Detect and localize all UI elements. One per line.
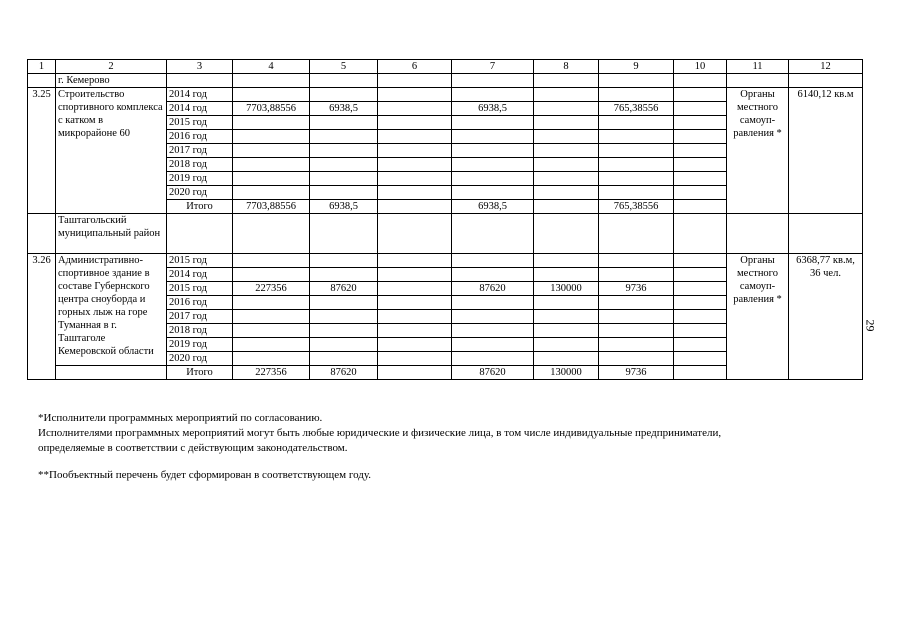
year-cell: 2016 год — [167, 130, 233, 144]
value-cell: 227356 — [233, 282, 310, 296]
value-cell — [599, 352, 674, 366]
header-cell: 2 — [56, 60, 167, 74]
value-cell — [452, 158, 534, 172]
value-cell — [534, 200, 599, 214]
table-row — [28, 254, 863, 268]
value-cell — [674, 88, 727, 102]
value-cell — [310, 186, 378, 200]
value-cell — [233, 158, 310, 172]
value-cell — [599, 338, 674, 352]
year-cell: 2017 год — [167, 310, 233, 324]
header-cell: 1 — [28, 60, 56, 74]
item-number: 3.25 — [28, 88, 56, 214]
value-cell — [378, 116, 452, 130]
footnote-executors: *Исполнители программных мероприятий по согласованию. — [38, 412, 323, 424]
value-cell: 6938,5 — [452, 200, 534, 214]
header-cell: 10 — [674, 60, 727, 74]
value-cell — [674, 130, 727, 144]
value-cell — [378, 324, 452, 338]
empty-cell — [167, 214, 233, 254]
section-row-tashtagol — [28, 214, 863, 254]
value-cell — [452, 310, 534, 324]
value-cell — [452, 338, 534, 352]
item-name: Административно-спортивное здание в составе Губернского центра сноуборда и горных лыж на горе Туманная в г. Таштаголе Кемеровской области — [56, 254, 167, 366]
value-cell — [378, 296, 452, 310]
value-cell — [534, 310, 599, 324]
footnote-object-list: **Пообъектный перечень будет сформирован в соответствующем году. — [38, 469, 372, 481]
value-cell: 765,38556 — [599, 200, 674, 214]
year-cell: 2018 год — [167, 158, 233, 172]
value-cell: 130000 — [534, 366, 599, 380]
value-cell — [674, 366, 727, 380]
value-cell — [378, 172, 452, 186]
year-cell: 2014 год — [167, 88, 233, 102]
footnote-executors-detail-cont: определяемые в соответствии с действующим законодательством. — [38, 442, 348, 454]
value-cell: 87620 — [310, 282, 378, 296]
value-cell — [534, 268, 599, 282]
value-cell: 130000 — [534, 282, 599, 296]
value-cell — [378, 158, 452, 172]
section-label: Таштагольский муниципальный район — [56, 214, 167, 254]
executor-cell: Органы местного самоуп-равления * — [727, 254, 789, 380]
value-cell: 87620 — [310, 366, 378, 380]
value-cell — [599, 172, 674, 186]
year-cell: Итого — [167, 200, 233, 214]
value-cell — [233, 116, 310, 130]
header-cell: 6 — [378, 60, 452, 74]
capacity-people: 36 чел. — [810, 268, 841, 279]
empty-cell — [674, 214, 727, 254]
header-row — [28, 60, 863, 74]
value-cell: 6938,5 — [310, 200, 378, 214]
empty-cell — [28, 214, 56, 254]
value-cell — [378, 186, 452, 200]
page-number: 29 — [863, 319, 878, 332]
value-cell — [674, 324, 727, 338]
header-cell: 4 — [233, 60, 310, 74]
value-cell — [599, 324, 674, 338]
value-cell — [310, 310, 378, 324]
empty-cell — [789, 214, 863, 254]
value-cell — [599, 130, 674, 144]
value-cell — [674, 296, 727, 310]
empty-cell — [727, 214, 789, 254]
value-cell: 6938,5 — [452, 102, 534, 116]
footnote-executors-detail: Исполнителями программных мероприятий могут быть любые юридические и физические лица, в том числе индивидуальные предприниматели, — [38, 427, 722, 439]
value-cell — [233, 338, 310, 352]
year-cell: 2020 год — [167, 352, 233, 366]
value-cell — [378, 200, 452, 214]
value-cell — [599, 254, 674, 268]
value-cell — [674, 310, 727, 324]
value-cell — [378, 310, 452, 324]
value-cell — [534, 186, 599, 200]
value-cell — [452, 324, 534, 338]
header-cell: 8 — [534, 60, 599, 74]
value-cell — [599, 268, 674, 282]
header-cell: 3 — [167, 60, 233, 74]
year-cell: 2015 год — [167, 282, 233, 296]
value-cell — [674, 102, 727, 116]
year-cell: 2015 год — [167, 116, 233, 130]
value-cell — [310, 338, 378, 352]
value-cell — [599, 296, 674, 310]
value-cell — [599, 186, 674, 200]
table-row — [28, 88, 863, 102]
value-cell — [378, 144, 452, 158]
value-cell — [310, 130, 378, 144]
value-cell: 87620 — [452, 282, 534, 296]
year-cell: 2019 год — [167, 338, 233, 352]
footnotes — [38, 411, 868, 483]
value-cell — [378, 88, 452, 102]
value-cell: 227356 — [233, 366, 310, 380]
value-cell — [310, 88, 378, 102]
value-cell — [674, 268, 727, 282]
value-cell — [378, 352, 452, 366]
value-cell — [534, 130, 599, 144]
year-cell: 2014 год — [167, 268, 233, 282]
executor-cell: Органы местного самоуп-равления * — [727, 88, 789, 214]
value-cell — [599, 310, 674, 324]
value-cell — [599, 116, 674, 130]
value-cell — [378, 366, 452, 380]
value-cell — [674, 338, 727, 352]
empty-cell — [452, 214, 534, 254]
value-cell — [310, 268, 378, 282]
empty-cell — [310, 74, 378, 88]
value-cell — [534, 144, 599, 158]
value-cell — [674, 282, 727, 296]
value-cell — [233, 310, 310, 324]
value-cell — [674, 186, 727, 200]
value-cell — [310, 172, 378, 186]
empty-cell — [727, 74, 789, 88]
value-cell — [534, 88, 599, 102]
year-cell: 2018 год — [167, 324, 233, 338]
value-cell — [310, 254, 378, 268]
value-cell: 9736 — [599, 366, 674, 380]
year-cell: 2014 год — [167, 102, 233, 116]
item-number: 3.26 — [28, 254, 56, 380]
value-cell — [233, 144, 310, 158]
value-cell — [452, 254, 534, 268]
empty-cell — [534, 214, 599, 254]
year-cell: 2017 год — [167, 144, 233, 158]
value-cell — [233, 172, 310, 186]
value-cell — [534, 102, 599, 116]
program-table — [27, 59, 863, 380]
value-cell — [674, 116, 727, 130]
value-cell — [452, 268, 534, 282]
value-cell — [452, 116, 534, 130]
value-cell — [534, 324, 599, 338]
value-cell — [310, 296, 378, 310]
empty-cell — [233, 74, 310, 88]
value-cell — [534, 172, 599, 186]
capacity-cell — [789, 254, 863, 380]
value-cell — [452, 172, 534, 186]
value-cell — [674, 144, 727, 158]
value-cell — [378, 130, 452, 144]
value-cell — [534, 352, 599, 366]
capacity-area: 6368,77 кв.м, — [796, 255, 855, 266]
section-row-kemerovo — [28, 74, 863, 88]
year-cell: 2015 год — [167, 254, 233, 268]
value-cell — [674, 352, 727, 366]
empty-cell — [378, 214, 452, 254]
empty-cell — [310, 214, 378, 254]
value-cell — [310, 158, 378, 172]
value-cell — [378, 254, 452, 268]
value-cell: 9736 — [599, 282, 674, 296]
value-cell — [599, 144, 674, 158]
value-cell — [452, 130, 534, 144]
value-cell — [378, 268, 452, 282]
empty-cell — [56, 366, 167, 380]
year-cell: Итого — [167, 366, 233, 380]
value-cell — [378, 282, 452, 296]
value-cell: 765,38556 — [599, 102, 674, 116]
item-name: Строительство спортивного комплекса с катком в микрорайоне 60 — [56, 88, 167, 214]
header-cell: 11 — [727, 60, 789, 74]
value-cell — [674, 172, 727, 186]
value-cell: 7703,88556 — [233, 200, 310, 214]
empty-cell — [378, 74, 452, 88]
value-cell — [599, 158, 674, 172]
value-cell — [233, 186, 310, 200]
value-cell — [452, 352, 534, 366]
empty-cell — [452, 74, 534, 88]
value-cell: 6938,5 — [310, 102, 378, 116]
header-cell: 12 — [789, 60, 863, 74]
value-cell — [599, 88, 674, 102]
value-cell — [233, 324, 310, 338]
value-cell — [534, 158, 599, 172]
value-cell — [534, 338, 599, 352]
value-cell — [452, 144, 534, 158]
value-cell — [452, 296, 534, 310]
year-cell: 2016 год — [167, 296, 233, 310]
empty-cell — [674, 74, 727, 88]
value-cell — [378, 102, 452, 116]
value-cell — [378, 338, 452, 352]
value-cell — [674, 200, 727, 214]
empty-cell — [28, 74, 56, 88]
empty-cell — [599, 214, 674, 254]
empty-cell — [789, 74, 863, 88]
value-cell — [310, 116, 378, 130]
empty-cell — [599, 74, 674, 88]
value-cell — [233, 296, 310, 310]
value-cell — [310, 144, 378, 158]
value-cell — [310, 352, 378, 366]
value-cell — [534, 254, 599, 268]
value-cell — [452, 186, 534, 200]
value-cell — [674, 254, 727, 268]
value-cell: 87620 — [452, 366, 534, 380]
value-cell — [233, 130, 310, 144]
value-cell: 7703,88556 — [233, 102, 310, 116]
header-cell: 9 — [599, 60, 674, 74]
value-cell — [310, 324, 378, 338]
empty-cell — [534, 74, 599, 88]
header-cell: 5 — [310, 60, 378, 74]
year-cell: 2019 год — [167, 172, 233, 186]
value-cell — [534, 296, 599, 310]
empty-cell — [233, 214, 310, 254]
section-label: г. Кемерово — [56, 74, 167, 88]
value-cell — [233, 88, 310, 102]
capacity-cell: 6140,12 кв.м — [789, 88, 863, 214]
header-cell: 7 — [452, 60, 534, 74]
year-cell: 2020 год — [167, 186, 233, 200]
value-cell — [452, 88, 534, 102]
value-cell — [233, 352, 310, 366]
value-cell — [534, 116, 599, 130]
empty-cell — [167, 74, 233, 88]
value-cell — [674, 158, 727, 172]
value-cell — [233, 254, 310, 268]
value-cell — [233, 268, 310, 282]
